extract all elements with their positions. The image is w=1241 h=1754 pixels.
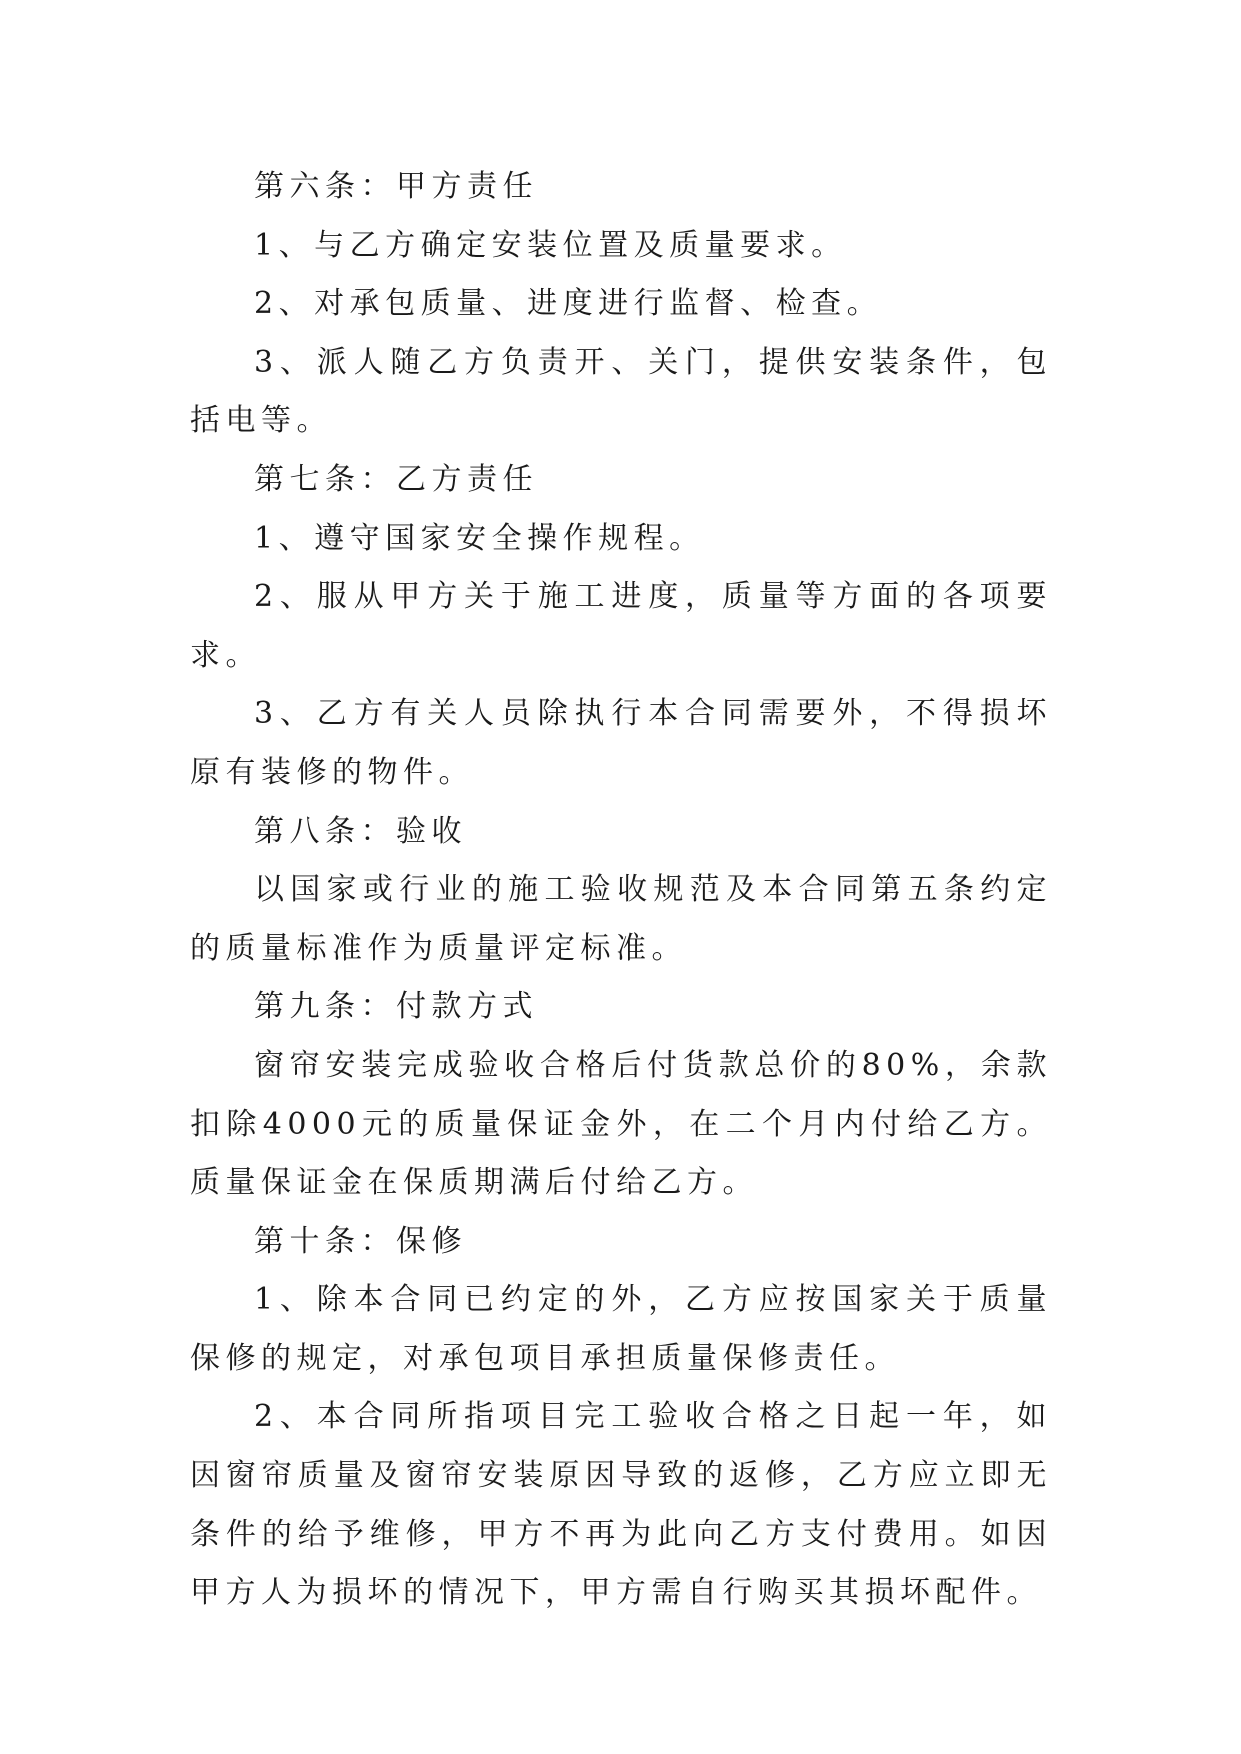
article-7-item-2: 2、服从甲方关于施工进度，质量等方面的各项要求。 — [190, 579, 1052, 673]
article-10-item-2: 2、本合同所指项目完工验收合格之日起一年，如因窗帘质量及窗帘安装原因导致的返修，乙方应立即无条件的给予维修，甲方不再为此向乙方支付费用。如因甲方人为损坏的情况下，甲方需自行购买其损坏配件。 — [190, 1399, 1052, 1611]
article-6-item-1: 1、与乙方确定安装位置及质量要求。 — [254, 227, 847, 263]
article-8-heading: 第八条：验收 — [254, 813, 467, 849]
article-6-item-2: 2、对承包质量、进度进行监督、检查。 — [254, 286, 883, 322]
document-body — [190, 158, 1052, 1623]
article-10-item-1: 1、除本合同已约定的外，乙方应按国家关于质量保修的规定，对承包项目承担质量保修责任。 — [190, 1282, 1052, 1376]
article-8-body: 以国家或行业的施工验收规范及本合同第五条约定的质量标准作为质量评定标准。 — [190, 872, 1052, 966]
article-7-item-1: 1、遵守国家安全操作规程。 — [254, 520, 705, 556]
article-6-heading: 第六条：甲方责任 — [254, 169, 538, 204]
article-7-item-3: 3、乙方有关人员除执行本合同需要外，不得损坏原有装修的物件。 — [190, 696, 1052, 790]
article-9-body: 窗帘安装完成验收合格后付货款总价的80%，余款扣除4000元的质量保证金外，在二个月内付给乙方。质量保证金在保质期满后付给乙方。 — [190, 1047, 1052, 1201]
article-6-item-3: 3、派人随乙方负责开、关门，提供安装条件，包括电等。 — [190, 344, 1052, 439]
article-10-heading: 第十条：保修 — [254, 1223, 467, 1259]
article-9-heading: 第九条：付款方式 — [254, 989, 538, 1025]
article-7-heading: 第七条：乙方责任 — [254, 461, 538, 497]
